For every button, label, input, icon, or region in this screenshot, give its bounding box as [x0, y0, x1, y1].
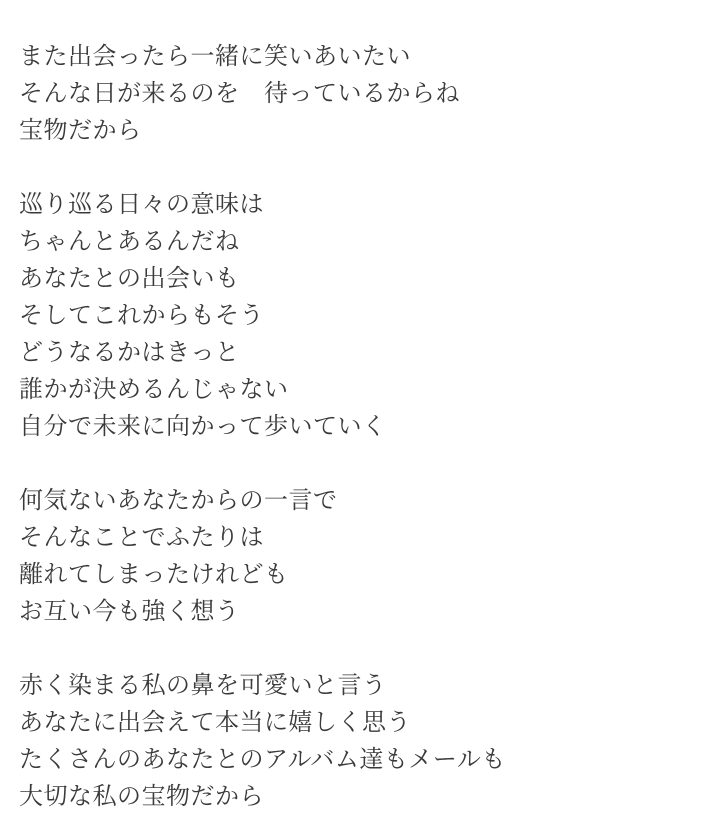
- lyric-line: あなたとの出会いも: [19, 264, 240, 292]
- lyric-line: 自分で未来に向かって歩いていく: [19, 412, 387, 440]
- lyric-line: ちゃんとあるんだね: [19, 227, 240, 255]
- stanza-3: [19, 482, 700, 630]
- lyric-line: また出会ったら一緒に笑いあいたい: [19, 42, 411, 70]
- lyric-line: 宝物だから: [19, 116, 142, 144]
- stanza-4: [19, 667, 700, 815]
- stanza-1: [19, 38, 700, 149]
- lyric-line: 離れてしまったけれども: [19, 560, 289, 588]
- lyric-line: どうなるかはきっと: [19, 338, 240, 366]
- stanza-2: [19, 186, 700, 445]
- lyric-line: 巡り巡る日々の意味は: [19, 190, 264, 218]
- lyric-line: 何気ないあなたからの一言で: [19, 486, 338, 514]
- lyric-line: そんなことでふたりは: [19, 523, 264, 551]
- lyric-line: たくさんのあなたとのアルバム達もメールも: [19, 745, 506, 773]
- lyric-line: あなたに出会えて本当に嬉しく思う: [19, 708, 411, 736]
- lyric-line: お互い今も強く想う: [19, 597, 240, 625]
- lyric-line: 大切な私の宝物だから: [19, 782, 264, 810]
- lyric-line: 誰かが決めるんじゃない: [19, 375, 289, 403]
- lyric-line: 赤く染まる私の鼻を可愛いと言う: [19, 671, 387, 699]
- lyric-line: そしてこれからもそう: [19, 301, 264, 329]
- lyric-line: そんな日が来るのを 待っているからね: [19, 79, 460, 107]
